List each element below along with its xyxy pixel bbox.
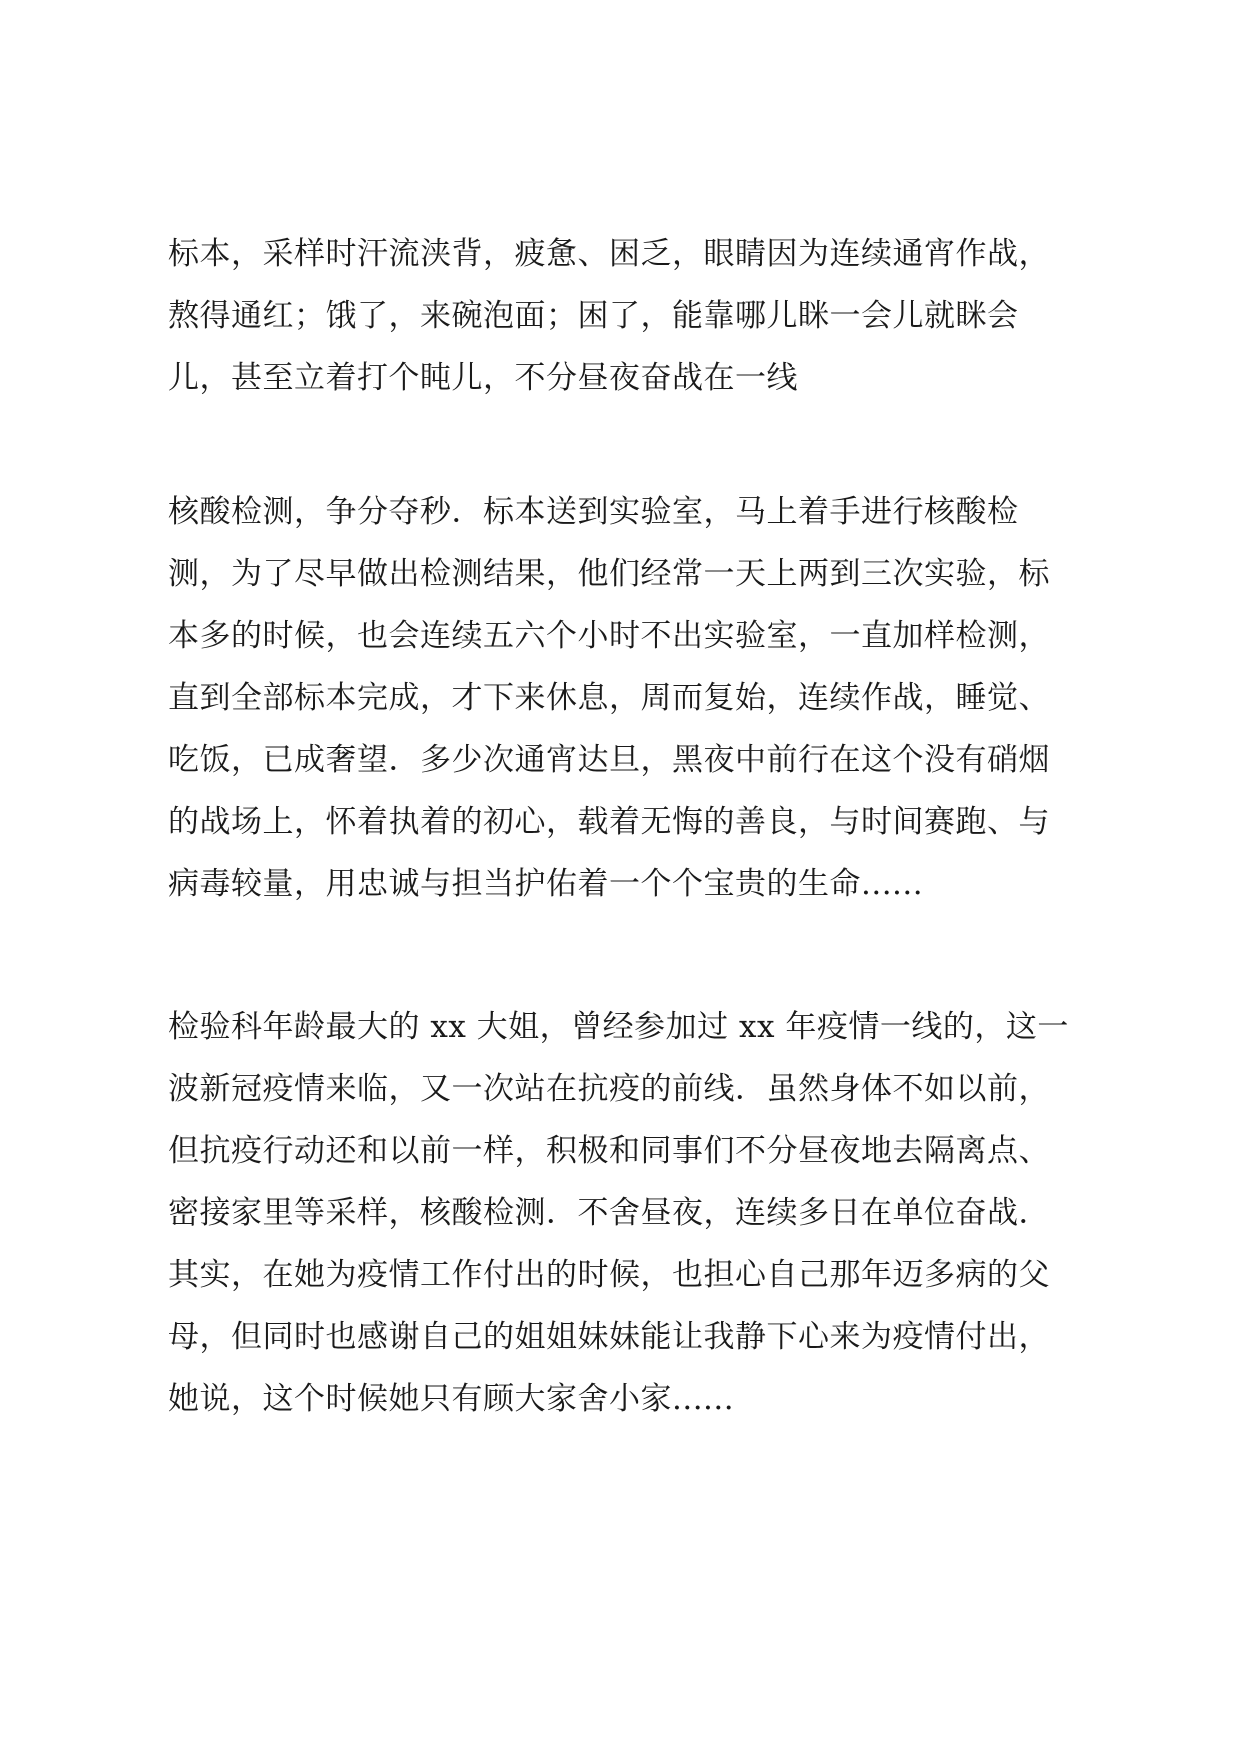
paragraph-sampling <box>168 223 1098 409</box>
text-line: 测，为了尽早做出检测结果，他们经常一天上两到三次实验，标 <box>168 556 1050 592</box>
text-line: 直到全部标本完成，才下来休息，周而复始，连续作战，睡觉、 <box>168 680 1050 716</box>
text-line: 吃饭，已成奢望．多少次通宵达旦，黑夜中前行在这个没有硝烟 <box>168 742 1050 778</box>
text-line: 儿，甚至立着打个盹儿，不分昼夜奋战在一线 <box>168 360 798 396</box>
text-line: 波新冠疫情来临，又一次站在抗疫的前线．虽然身体不如以前， <box>168 1071 1050 1107</box>
text-line: 检验科年龄最大的 xx 大姐，曾经参加过 xx 年疫情一线的，这一 <box>168 1009 1069 1045</box>
text-line: 的战场上，怀着执着的初心，载着无悔的善良，与时间赛跑、与 <box>168 804 1050 840</box>
text-line: 核酸检测，争分夺秒．标本送到实验室，马上着手进行核酸检 <box>168 494 1019 530</box>
text-line: 熬得通红；饿了，来碗泡面；困了，能靠哪儿眯一会儿就眯会 <box>168 298 1019 334</box>
text-line: 但抗疫行动还和以前一样，积极和同事们不分昼夜地去隔离点、 <box>168 1133 1050 1169</box>
text-line: 标本，采样时汗流浃背，疲惫、困乏，眼睛因为连续通宵作战， <box>168 236 1050 272</box>
text-line: 其实，在她为疫情工作付出的时候，也担心自己那年迈多病的父 <box>168 1257 1050 1293</box>
text-line: 本多的时候，也会连续五六个小时不出实验室，一直加样检测， <box>168 618 1050 654</box>
paragraph-eldest-colleague <box>168 996 1098 1430</box>
text-line: 她说，这个时候她只有顾大家舍小家...... <box>168 1381 735 1417</box>
text-line: 病毒较量，用忠诚与担当护佑着一个个宝贵的生命...... <box>168 866 924 902</box>
text-line: 密接家里等采样，核酸检测．不舍昼夜，连续多日在单位奋战． <box>168 1195 1050 1231</box>
text-line: 母，但同时也感谢自己的姐姐妹妹能让我静下心来为疫情付出， <box>168 1319 1050 1355</box>
paragraph-nucleic-acid-testing <box>168 481 1098 915</box>
